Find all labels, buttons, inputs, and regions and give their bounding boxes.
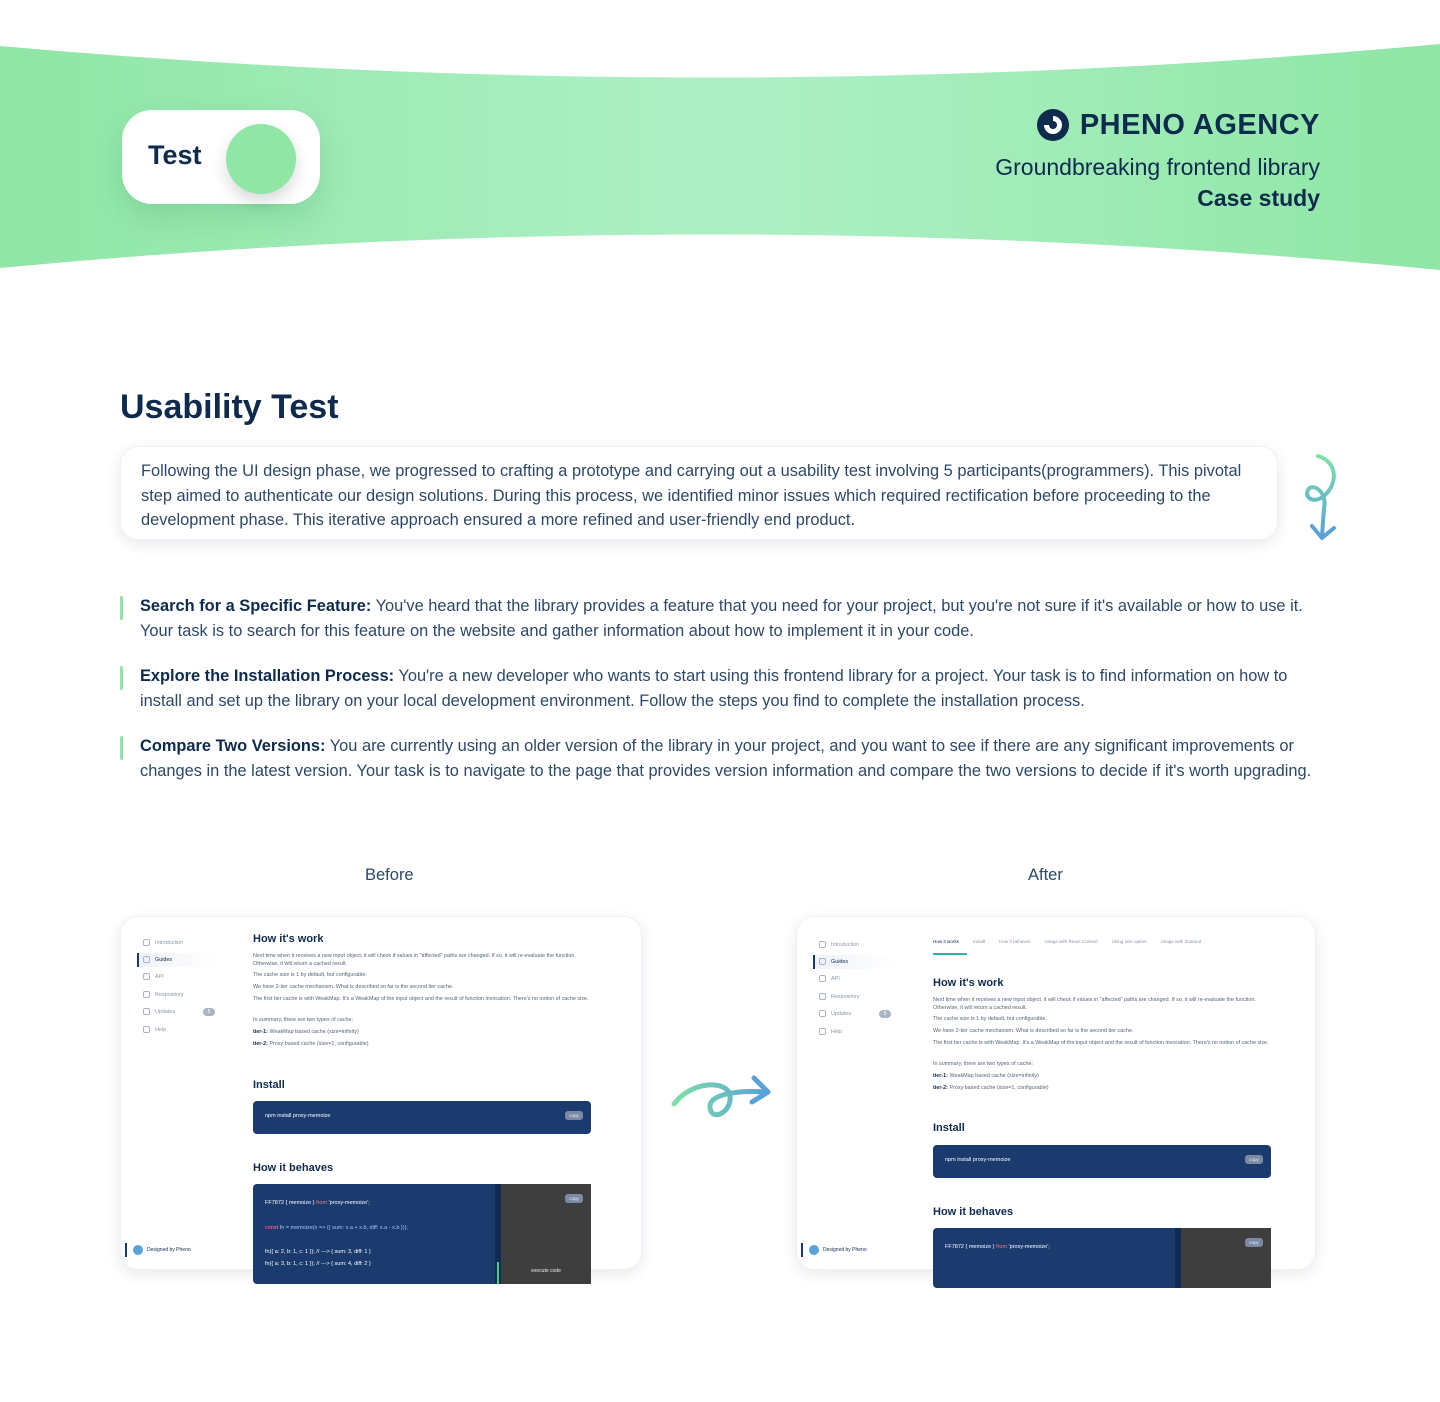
nav-item-guides[interactable] bbox=[143, 956, 172, 963]
tab-install[interactable]: Install bbox=[973, 939, 986, 944]
nav-item-repository[interactable] bbox=[819, 993, 859, 1000]
tier-2-line bbox=[933, 1085, 1049, 1093]
book-icon bbox=[819, 975, 826, 982]
tab-how-it-works[interactable]: How it works bbox=[933, 939, 960, 944]
run-panel-edge bbox=[1175, 1228, 1181, 1288]
how-para-1: Next time when it receives a new input object, it will check if values in "affected" paths are changed. If so, it will re-evaluate the function. Otherwise, it will return a cached result. bbox=[253, 953, 576, 967]
brand-name: PHENO AGENCY bbox=[1079, 108, 1320, 141]
behaves-code-block bbox=[933, 1228, 1271, 1288]
pheno-small-logo-icon bbox=[133, 1245, 143, 1255]
nav-label: Respository bbox=[831, 993, 860, 1000]
install-code-block bbox=[253, 1101, 591, 1134]
brand-block bbox=[995, 108, 1320, 212]
nav-label: Updates bbox=[831, 1010, 852, 1017]
nav-label: Guides bbox=[155, 956, 173, 963]
designed-by bbox=[797, 1243, 867, 1257]
how-para-4: The first tier cache is with WeakMap. It's a WeakMap of the input object and the result of function invocation. There's no notion of cache size. bbox=[933, 1040, 1269, 1046]
install-command: npm install proxy-memoize bbox=[265, 1113, 331, 1119]
nav-label: Help bbox=[155, 1026, 167, 1033]
behaves-title: How it behaves bbox=[933, 1206, 1014, 1218]
footer-label: Designed by Pheno bbox=[147, 1247, 191, 1253]
code-keyword: from bbox=[996, 1244, 1008, 1250]
copy-button[interactable]: copy bbox=[1245, 1155, 1263, 1164]
nav-item-api[interactable] bbox=[819, 975, 840, 982]
nav-label: API bbox=[831, 975, 840, 982]
execute-code-button[interactable]: execute code bbox=[531, 1268, 561, 1274]
doc-icon bbox=[143, 939, 150, 946]
transition-arrow-icon bbox=[668, 1066, 774, 1128]
code-token: 'proxy-memoize'; bbox=[1007, 1244, 1050, 1250]
how-para-2: The cache size is 1 by default, but configurable. bbox=[933, 1016, 1047, 1022]
task-text: You're a new developer who wants to start using this frontend library for a project. Your task is to find information on how to install and set up the library on your local development environment. Follow the steps you find to complete the installation process. bbox=[140, 667, 1288, 710]
footer-bar bbox=[125, 1243, 127, 1257]
intro-card bbox=[120, 446, 1278, 540]
code-token: 'proxy-memoize'; bbox=[327, 1200, 370, 1206]
nav-active-bar bbox=[813, 955, 815, 969]
refresh-icon bbox=[819, 1010, 826, 1017]
code-keyword: from bbox=[316, 1200, 328, 1206]
task-item bbox=[120, 734, 1320, 783]
help-icon bbox=[819, 1028, 826, 1035]
code-keyword: const bbox=[265, 1225, 279, 1231]
nav-label: Introduction bbox=[155, 939, 184, 946]
mock-sidebar bbox=[797, 917, 907, 1269]
help-icon bbox=[143, 1026, 150, 1033]
nav-item-introduction[interactable] bbox=[819, 941, 859, 948]
brand-tagline: Groundbreaking frontend library bbox=[995, 154, 1320, 180]
intro-text: Following the UI design phase, we progressed to crafting a prototype and carrying out a usability test involving 5 participants(programmers). This pivotal step aimed to authenticate our design solutions. During this process, we identified minor issues which required rectification before proceeding to the development phase. This iterative approach ensured a more refined and user-friendly end product. bbox=[141, 462, 1242, 530]
before-screenshot bbox=[120, 916, 642, 1274]
how-para-3: We have 2-tier cache mechanism. What is described so far is the second tier cache. bbox=[933, 1028, 1134, 1034]
nav-item-help[interactable] bbox=[819, 1028, 842, 1035]
copy-button[interactable]: copy bbox=[565, 1111, 583, 1120]
pheno-logo-icon bbox=[1036, 108, 1070, 142]
code-line-1 bbox=[265, 1200, 370, 1206]
how-para-1: Next time when it receives a new input object, it will check if values in "affected" paths are changed. If so, it will re-evaluate the function. Otherwise, it will return a cached result. bbox=[933, 997, 1256, 1011]
before-label: Before bbox=[365, 866, 414, 884]
task-text: You are currently using an older version of the library in your project, and you want to see if there are any significant improvements or changes in the latest version. Your task is to navigate to the page that provides version information and compare the two versions to decide if it's worth upgrading. bbox=[140, 737, 1312, 780]
nav-item-repository[interactable] bbox=[143, 991, 183, 998]
run-panel bbox=[1181, 1228, 1271, 1288]
updates-badge: 5 bbox=[203, 1008, 215, 1016]
doc-icon bbox=[819, 941, 826, 948]
tab-zustand[interactable]: Usage with Zustand bbox=[1160, 939, 1202, 944]
nav-item-guides[interactable] bbox=[819, 958, 848, 965]
tier-2-label: tier-2: bbox=[933, 1085, 948, 1091]
sliders-icon bbox=[143, 956, 150, 963]
toggle-knob[interactable] bbox=[226, 124, 296, 194]
tier-1-text: WeakMap based cache (size=infinity) bbox=[267, 1029, 359, 1035]
globe-icon bbox=[819, 993, 826, 1000]
code-token: FF7872 { memoize } bbox=[265, 1200, 317, 1206]
tier-1-label: tier-1: bbox=[253, 1029, 268, 1035]
install-command: npm install proxy-memoize bbox=[945, 1157, 1011, 1163]
section-title: Usability Test bbox=[120, 388, 339, 426]
run-panel bbox=[501, 1184, 591, 1284]
tab-size-option[interactable]: Using size option bbox=[1111, 939, 1147, 944]
code-token: FF7872 { memoize } bbox=[945, 1244, 997, 1250]
install-code-block bbox=[933, 1145, 1271, 1178]
task-item bbox=[120, 594, 1320, 643]
behaves-code-block bbox=[253, 1184, 591, 1284]
mock-sidebar bbox=[121, 917, 231, 1269]
install-title: Install bbox=[933, 1122, 965, 1134]
active-tab-underline bbox=[933, 953, 967, 955]
nav-item-help[interactable] bbox=[143, 1026, 166, 1033]
book-icon bbox=[143, 973, 150, 980]
code-line-1 bbox=[945, 1244, 1050, 1250]
tier-1-text: WeakMap based cache (size=infinity) bbox=[947, 1073, 1039, 1079]
copy-button[interactable]: copy bbox=[565, 1194, 583, 1203]
code-line-4: fn({ a: 3, b: 1, c: 1 }); // ---> { sum: 4, diff: 2 } bbox=[265, 1261, 371, 1267]
tab-react-context[interactable]: Usage with React Context bbox=[1044, 939, 1098, 944]
toggle-label: Test bbox=[148, 140, 202, 170]
tier-2-line bbox=[253, 1041, 369, 1049]
globe-icon bbox=[143, 991, 150, 998]
nav-label: API bbox=[155, 973, 164, 980]
behaves-title: How it behaves bbox=[253, 1162, 334, 1174]
tier-2-text: Proxy based cache (size=1, configurable) bbox=[947, 1085, 1049, 1091]
refresh-icon bbox=[143, 1008, 150, 1015]
tier-1-line bbox=[933, 1073, 1039, 1081]
squiggle-arrow-icon bbox=[1294, 452, 1346, 544]
copy-button[interactable]: copy bbox=[1245, 1238, 1263, 1247]
doc-tabs bbox=[933, 939, 1201, 944]
pheno-small-logo-icon bbox=[809, 1245, 819, 1255]
how-para-3: We have 2-tier cache mechanism. What is described so far is the second tier cache. bbox=[253, 984, 454, 990]
task-text: You've heard that the library provides a feature that you need for your project, but you're not sure if it's available or how to use it. Your task is to search for this feature on the website and gather information about how to implement it in your code. bbox=[140, 597, 1303, 640]
after-label: After bbox=[1028, 866, 1063, 884]
updates-badge: 5 bbox=[879, 1010, 891, 1018]
brand-subtitle: Case study bbox=[1197, 185, 1320, 211]
nav-item-introduction[interactable] bbox=[143, 939, 183, 946]
nav-item-updates[interactable] bbox=[819, 1010, 851, 1017]
run-indicator bbox=[497, 1262, 499, 1284]
task-item bbox=[120, 664, 1320, 713]
nav-label: Introduction bbox=[831, 941, 860, 948]
sliders-icon bbox=[819, 958, 826, 965]
task-lead: Search for a Specific Feature: bbox=[140, 597, 372, 615]
nav-item-updates[interactable] bbox=[143, 1008, 175, 1015]
nav-label: Help bbox=[831, 1028, 843, 1035]
footer-bar bbox=[801, 1243, 803, 1257]
tier-2-text: Proxy based cache (size=1, configurable) bbox=[267, 1041, 369, 1047]
tier-2-label: tier-2: bbox=[253, 1041, 268, 1047]
task-lead: Explore the Installation Process: bbox=[140, 667, 395, 686]
nav-active-bar bbox=[137, 953, 139, 967]
code-token: fn = memoize(x => ({ sum: x.a + x.b, diff: x.a - x.b })); bbox=[278, 1225, 408, 1231]
tier-1-label: tier-1: bbox=[933, 1073, 948, 1079]
nav-label: Updates bbox=[155, 1008, 176, 1015]
task-list bbox=[120, 594, 1320, 805]
nav-label: Guides bbox=[831, 958, 849, 965]
how-para-5: In summary, there are two types of cache: bbox=[253, 1017, 353, 1023]
nav-item-api[interactable] bbox=[143, 973, 164, 980]
designed-by bbox=[121, 1243, 191, 1257]
tier-1-line bbox=[253, 1029, 359, 1037]
how-para-5: In summary, there are two types of cache: bbox=[933, 1061, 1033, 1067]
how-title: How it's work bbox=[933, 977, 1004, 989]
task-lead: Compare Two Versions: bbox=[140, 737, 326, 756]
code-line-2 bbox=[265, 1225, 408, 1231]
how-para-2: The cache size is 1 by default, but configurable. bbox=[253, 972, 367, 978]
install-title: Install bbox=[253, 1079, 285, 1091]
how-para-4: The first tier cache is with WeakMap. It's a WeakMap of the input object and the result of function invocation. There's no notion of cache size. bbox=[253, 996, 589, 1002]
tab-how-it-behaves[interactable]: How it behaves bbox=[999, 939, 1031, 944]
nav-label: Respository bbox=[155, 991, 184, 998]
after-screenshot bbox=[796, 916, 1316, 1270]
footer-label: Designed by Pheno bbox=[823, 1247, 867, 1253]
code-line-3: fn({ a: 2, b: 1, c: 1 }); // ---> { sum: 3, diff: 1 } bbox=[265, 1249, 371, 1255]
how-title: How it's work bbox=[253, 933, 324, 945]
